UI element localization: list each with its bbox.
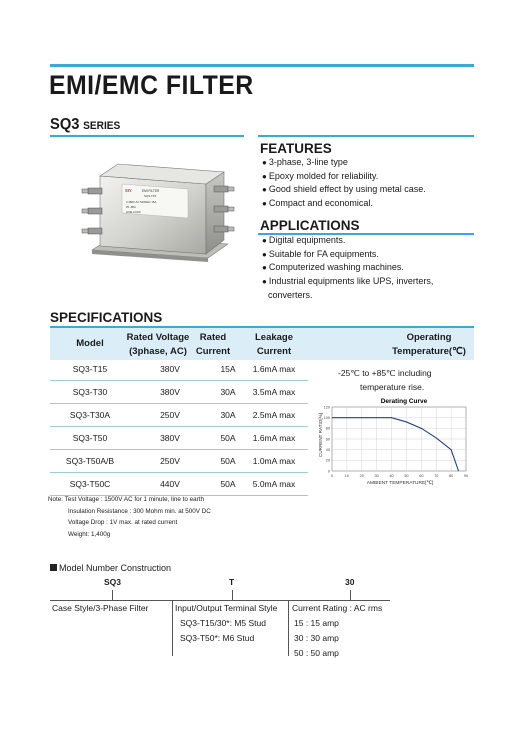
model-code-current: 30 <box>345 577 355 587</box>
operating-temperature-text <box>338 366 432 394</box>
cell-leakage: 5.0mA max <box>252 479 296 489</box>
header-current-line-1: Rated <box>199 332 227 343</box>
case-style-text: Case Style/3-Phase Filter <box>52 603 149 613</box>
chart-x-tick-label: 90 <box>463 474 469 478</box>
derating-chart <box>314 395 474 487</box>
square-bullet-icon <box>50 564 57 571</box>
chart-title: Derating Curve <box>380 398 428 405</box>
series-rule <box>50 135 244 137</box>
label-line-1: EMI FILTER <box>142 189 160 193</box>
table-row <box>50 473 308 496</box>
specifications-heading: SPECIFICATIONS <box>50 310 163 325</box>
cell-leakage: 1.6mA max <box>252 433 296 443</box>
features-item: ● Good shield effect by using metal case. <box>262 183 426 197</box>
current-rating-text: Currеnt Rating : AC rms <box>292 603 383 613</box>
notes <box>48 494 211 540</box>
top-accent-rule <box>50 64 474 67</box>
chart-y-tick-label: 100 <box>323 415 330 420</box>
chart-y-tick-label: 20 <box>325 458 330 463</box>
applications-item-continuation: converters. <box>268 289 313 300</box>
header-leakage-line-2: Current <box>256 346 292 357</box>
cell-voltage: 440V <box>160 479 180 489</box>
chart-x-tick-label: 70 <box>434 474 439 478</box>
header-leakage-line-1: Leakage <box>254 332 294 343</box>
chart-ticks <box>324 405 468 478</box>
note-item: Weight: 1,400g <box>68 530 111 538</box>
terminal-style-text: SQ3-T15/30*: M5 Stud <box>180 618 266 628</box>
specifications-table-header <box>50 328 474 360</box>
header-voltage-line-1: Rated Voltage <box>126 332 190 343</box>
cell-model: SQ3-T30A <box>69 410 111 420</box>
header-current-line-2: Current <box>195 346 231 357</box>
note-item: Insulation Resistance : 300 Mohm min. at 500V DC <box>68 507 211 515</box>
chart-y-tick-label: 80 <box>325 426 330 431</box>
cell-leakage: 3.5mA max <box>252 387 296 397</box>
chart-grid <box>332 407 466 471</box>
terminal-style-text: Input/Output Terminal Style <box>175 603 278 613</box>
cell-model: SQ3-T50C <box>69 479 111 489</box>
chart-x-axis-label: AMBIENT TEMPERATURE[℃] <box>366 481 434 486</box>
chart-x-tick-label: 60 <box>419 474 424 478</box>
applications-item: ● Industrial equipments like UPS, inverters, <box>262 275 433 289</box>
chart-x-tick-label: 20 <box>359 474 364 478</box>
page-title: EMI/EMC FILTER <box>49 70 254 100</box>
header-temp-line-1: Operating <box>406 332 452 343</box>
features-rule <box>258 135 474 137</box>
chart-y-axis-label: CURRENT RATIO[%] <box>318 413 323 457</box>
chart-y-tick-label: 60 <box>325 437 330 442</box>
cell-voltage: 380V <box>160 364 180 374</box>
note-item: Test Voltage : 1500V AC for 1 minute, line to earth <box>64 496 205 503</box>
cell-model: SQ3-T30 <box>72 387 108 397</box>
cell-voltage: 250V <box>160 410 180 420</box>
cell-current: 15A <box>220 364 236 374</box>
table-row <box>50 404 308 427</box>
cell-current: 50A <box>220 479 236 489</box>
cell-model: SQ3-T15 <box>72 364 108 374</box>
label-line-3: 3 380V AC 50/60Hz 15A <box>126 200 157 204</box>
chart-y-tick-label: 0 <box>327 469 330 474</box>
operating-temperature-line-1: -25℃ to +85℃ including <box>338 368 432 378</box>
current-rating-text: 30 : 30 amp <box>294 633 339 643</box>
applications-item: ● Computerized washing machines. <box>262 261 433 275</box>
header-temp-line-2: Temperature(℃) <box>392 346 466 357</box>
cell-current: 30A <box>220 410 236 420</box>
chart-x-tick-label: 30 <box>374 474 379 478</box>
header-voltage-line-2: (3phase, AC) <box>129 346 187 357</box>
chart-y-tick-label: 40 <box>325 447 330 452</box>
note-item: Voltage Drop : 1V max. at rated current <box>68 519 178 526</box>
cell-current: 50A <box>220 456 236 466</box>
cell-model: SQ3-T50 <box>72 433 108 443</box>
table-row <box>50 427 308 450</box>
chart-x-tick-label: 40 <box>389 474 394 478</box>
chart-x-tick-label: 10 <box>344 474 350 478</box>
connector-line <box>112 590 113 600</box>
applications-item: ● Digital equipments. <box>262 234 433 248</box>
cell-model: SQ3-T50A/B <box>65 456 115 466</box>
product-photo <box>78 150 246 282</box>
cell-voltage: 380V <box>160 387 180 397</box>
header-model: Model <box>76 338 104 349</box>
table-row <box>50 358 308 381</box>
label-brand: SIY <box>125 188 132 193</box>
applications-item: ● Suitable for FA equipments. <box>262 248 433 262</box>
connector-line <box>350 590 351 600</box>
cell-leakage: 1.0mA max <box>252 456 296 466</box>
model-code-series: SQ3 <box>104 577 122 587</box>
chart-y-tick-label: 120 <box>323 405 330 410</box>
notes-label: Note: <box>48 496 64 503</box>
model-code-terminal: T <box>229 577 235 587</box>
table-row <box>50 381 308 404</box>
features-item: ● Epoxy molded for reliability. <box>262 170 426 184</box>
features-item: ● 3-phase, 3-line type <box>262 156 426 170</box>
operating-temperature-line-2: temperature rise. <box>360 382 425 392</box>
chart-series-line <box>332 418 459 471</box>
connector-line <box>232 590 233 600</box>
applications-list <box>262 234 433 302</box>
features-heading: FEATURES <box>260 141 332 156</box>
cell-voltage: 250V <box>160 456 180 466</box>
divider-line <box>288 600 289 656</box>
divider-line <box>172 600 173 656</box>
cell-current: 30A <box>220 387 236 397</box>
features-list <box>262 156 426 211</box>
model-construction-title: Model Number Construction <box>59 563 172 573</box>
model-construction-heading <box>50 563 171 573</box>
table-row <box>50 450 308 473</box>
current-rating-text: 50 : 50 amp <box>294 648 339 658</box>
current-rating-text: 15 : 15 amp <box>294 618 339 628</box>
series-suffix: SERIES <box>83 120 121 132</box>
cell-leakage: 1.6mA max <box>252 364 296 374</box>
series-heading <box>50 116 120 134</box>
cell-voltage: 380V <box>160 433 180 443</box>
chart-x-tick-label: 80 <box>448 474 454 478</box>
features-item: ● Compact and economical. <box>262 197 426 211</box>
cell-leakage: 2.5mA max <box>252 410 296 420</box>
chart-x-tick-label: 0 <box>330 474 334 478</box>
terminal-style-text: SQ3-T50*: M6 Stud <box>180 633 255 643</box>
series-code: SQ3 <box>50 116 80 133</box>
label-line-5: LINE LOAD <box>126 210 141 214</box>
applications-heading: APPLICATIONS <box>260 218 360 233</box>
label-line-2: SQ3-T15 <box>144 194 157 198</box>
chart-x-tick-label: 50 <box>404 474 409 478</box>
cell-current: 50A <box>220 433 236 443</box>
label-line-4: 25 -85C <box>126 205 136 209</box>
